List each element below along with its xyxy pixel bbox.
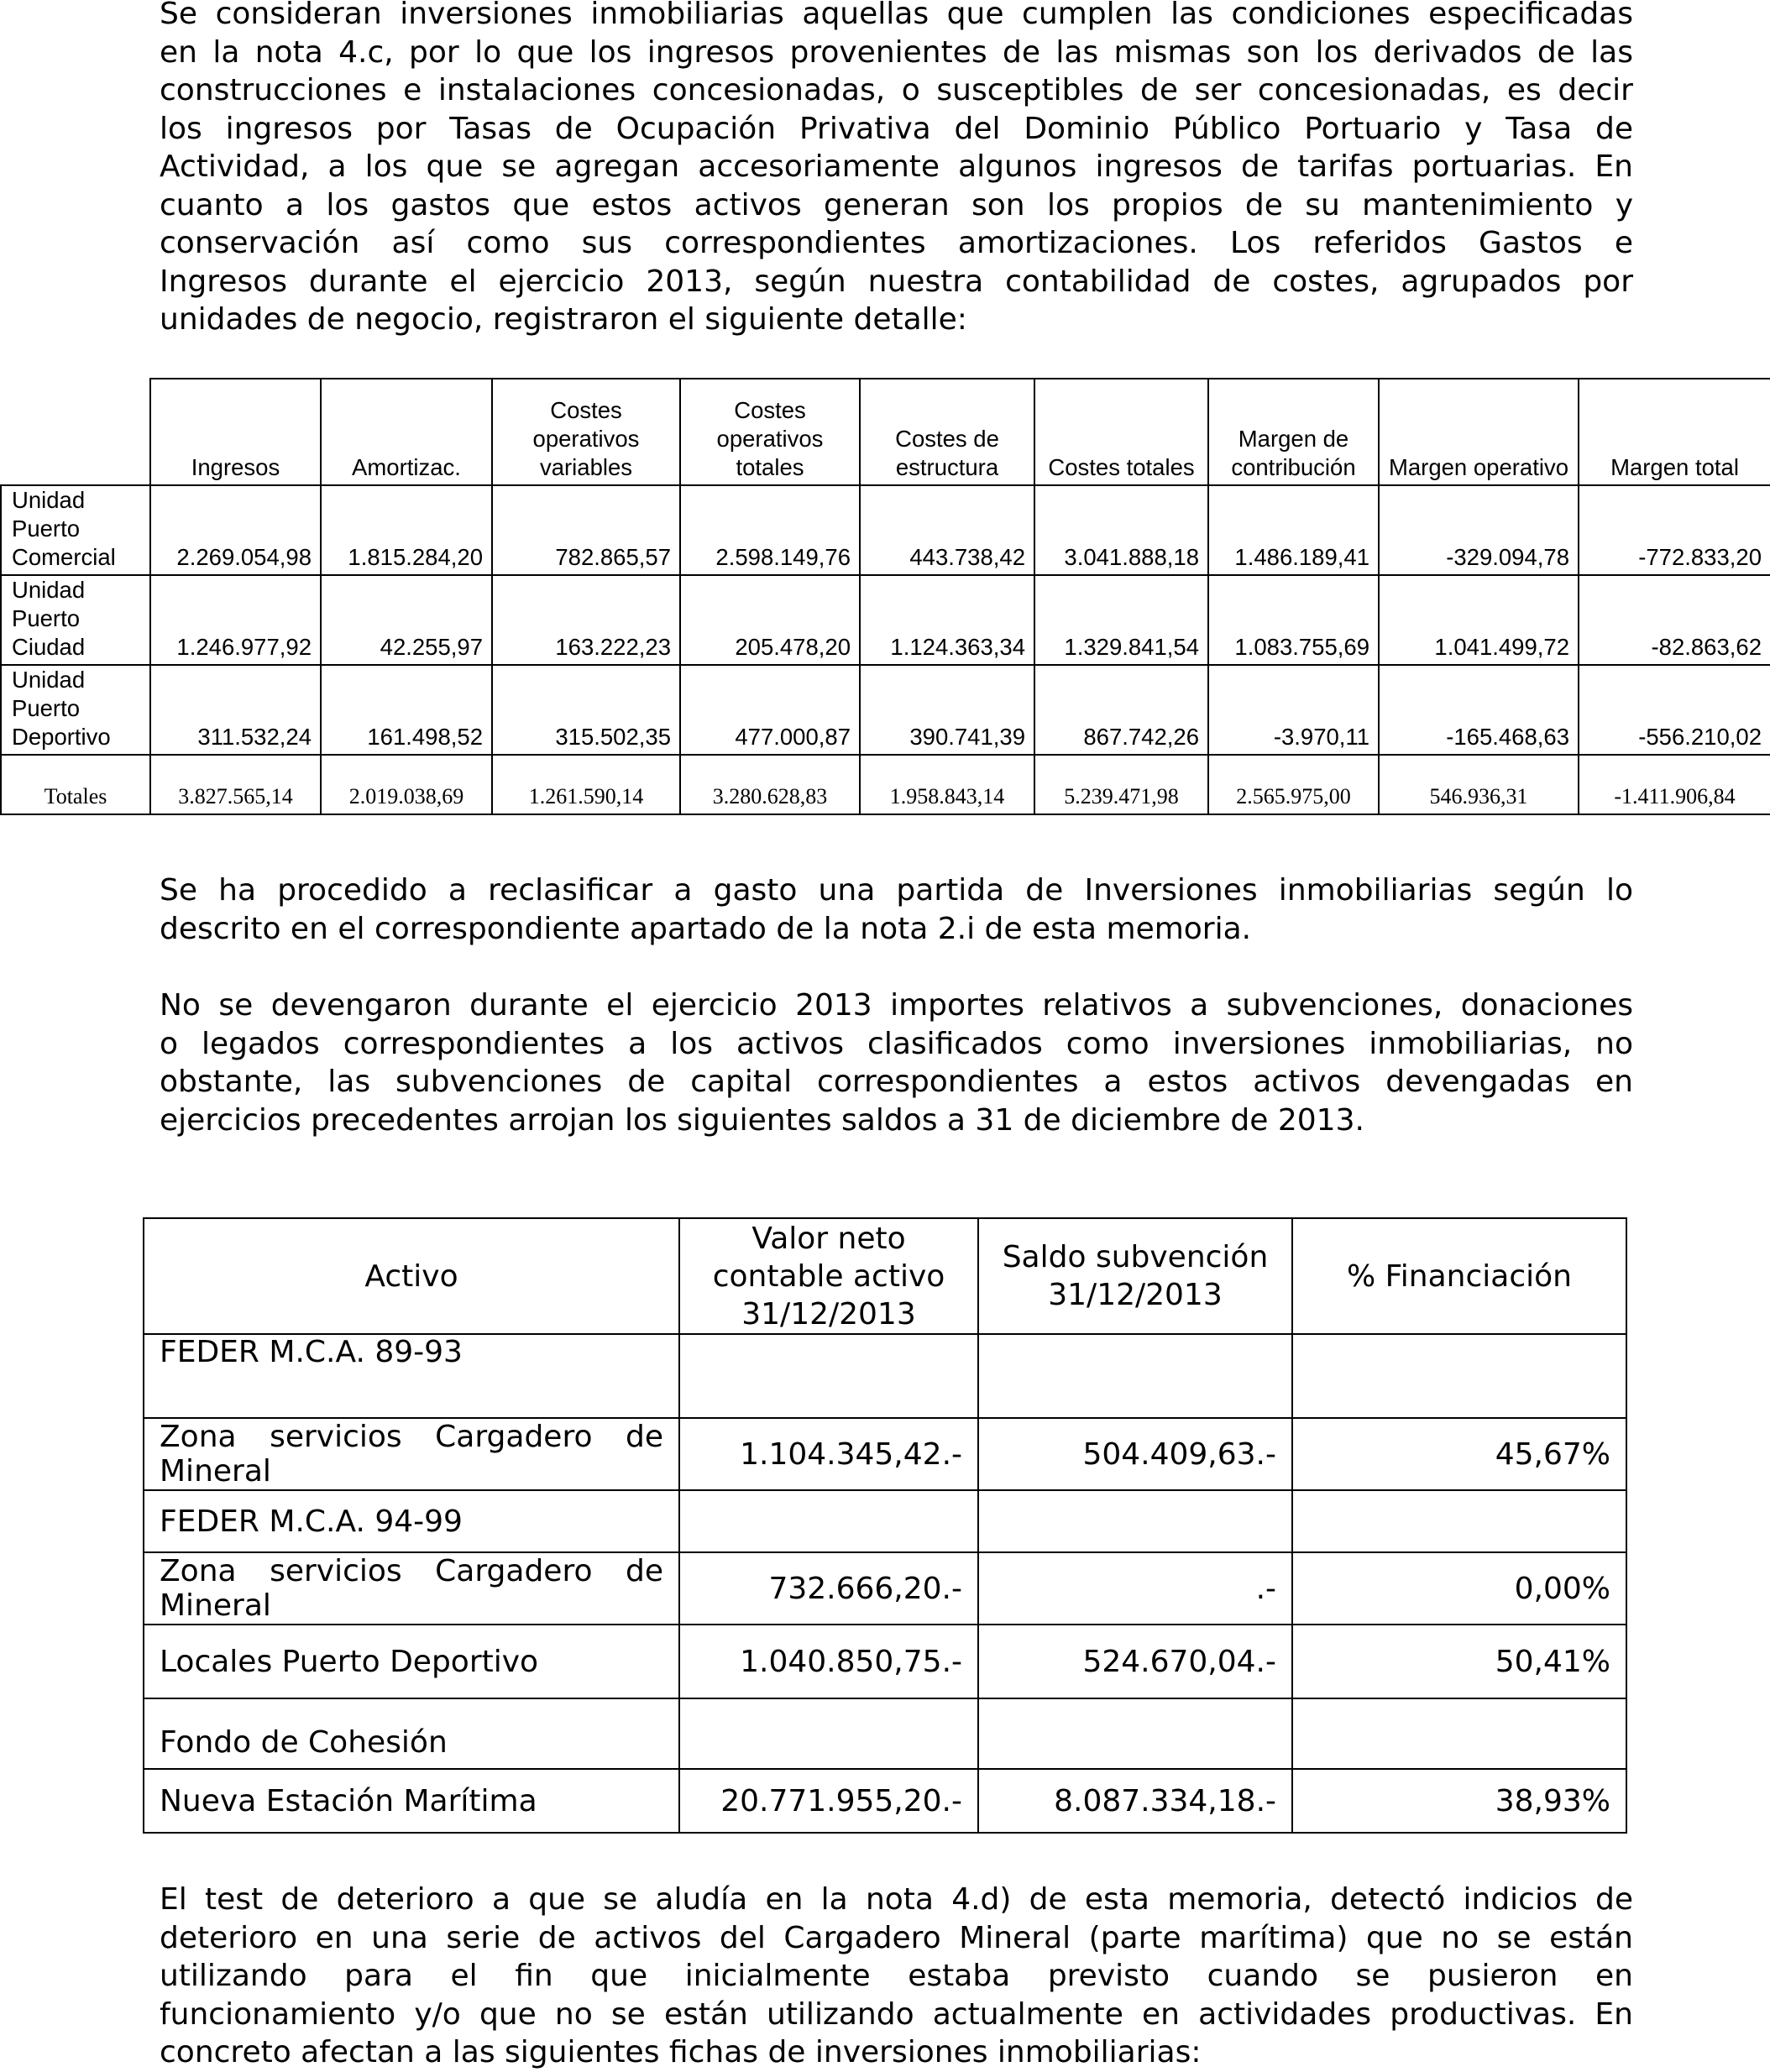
column-header: Margen operativo <box>1379 379 1579 485</box>
table-row <box>144 1334 1626 1418</box>
row-label-line: Mineral <box>160 1454 271 1489</box>
table-row <box>144 1490 1626 1552</box>
text-line: Se consideran inversiones inmobiliarias aquellas que cumplen las condiciones especificadas <box>160 0 1633 31</box>
cell: 546.936,31 <box>1379 755 1579 814</box>
cell: 205.478,20 <box>680 575 860 665</box>
row-label: Unidad Puerto Comercial <box>1 485 150 575</box>
cell: 2.598.149,76 <box>680 485 860 575</box>
row-label-line: Mineral <box>160 1588 271 1623</box>
text-line: Ingresos durante el ejercicio 2013, según nuestra contabilidad de costes, agrupados por <box>160 264 1633 299</box>
cell: -3.970,11 <box>1208 665 1379 755</box>
cell <box>679 1698 978 1769</box>
text-line: No se devengaron durante el ejercicio 2013 importes relativos a subvenciones, donaciones <box>160 988 1633 1023</box>
column-header: % Financiación <box>1292 1218 1626 1334</box>
cell: 1.040.850,75.- <box>679 1625 978 1698</box>
row-label: Nueva Estación Marítima <box>144 1769 679 1833</box>
totals-row <box>1 755 1770 814</box>
text-line: concreto afectan a las siguientes fichas de inversiones inmobiliarias: <box>160 2035 1202 2069</box>
cell: 1.041.499,72 <box>1379 575 1579 665</box>
cell: 2.269.054,98 <box>150 485 321 575</box>
column-header: Margen total <box>1579 379 1770 485</box>
text-line: descrito en el correspondiente apartado de la nota 2.i de esta memoria. <box>160 911 1252 946</box>
column-header: Costes operativos totales <box>680 379 860 485</box>
cell: -556.210,02 <box>1579 665 1770 755</box>
text-line: deterioro en una serie de activos del Cargadero Mineral (parte marítima) que no se están <box>160 1920 1633 1955</box>
cell: 3.041.888,18 <box>1034 485 1208 575</box>
cell <box>978 1490 1292 1552</box>
table-row <box>144 1418 1626 1490</box>
cell: 3.827.565,14 <box>150 755 321 814</box>
cell: .- <box>978 1552 1292 1625</box>
column-header: Amortizac. <box>321 379 492 485</box>
cell: 1.815.284,20 <box>321 485 492 575</box>
cell: 2.019.038,69 <box>321 755 492 814</box>
cell: 8.087.334,18.- <box>978 1769 1292 1833</box>
text-line: cuanto a los gastos que estos activos generan son los propios de su mantenimiento y <box>160 187 1633 222</box>
subsidy-table <box>143 1217 1627 1834</box>
cell: 524.670,04.- <box>978 1625 1292 1698</box>
cell: 42.255,97 <box>321 575 492 665</box>
row-label <box>144 1552 679 1625</box>
subsidy-table-header-row <box>144 1218 1626 1334</box>
cell: 1.261.590,14 <box>492 755 680 814</box>
table-row <box>1 575 1770 665</box>
cell: -82.863,62 <box>1579 575 1770 665</box>
cell: 45,67% <box>1292 1418 1626 1490</box>
text-line: en la nota 4.c, por lo que los ingresos provenientes de las mismas son los derivados de las <box>160 34 1633 70</box>
text-line: construcciones e instalaciones concesionadas, o susceptibles de ser concesionadas, es decir <box>160 73 1633 107</box>
text-line: Actividad, a los que se agregan accesoriamente algunos ingresos de tarifas portuarias. En <box>160 149 1633 184</box>
table-row <box>144 1625 1626 1698</box>
corner-cell <box>1 379 150 485</box>
cell: 1.329.841,54 <box>1034 575 1208 665</box>
cell: 1.124.363,34 <box>860 575 1034 665</box>
cell: 2.565.975,00 <box>1208 755 1379 814</box>
column-header: Costes de estructura <box>860 379 1034 485</box>
column-header: Activo <box>144 1218 679 1334</box>
cell <box>1292 1490 1626 1552</box>
column-header: Costes totales <box>1034 379 1208 485</box>
totals-label: Totales <box>1 755 150 814</box>
cost-table-header-row <box>1 379 1770 485</box>
cell: 38,93% <box>1292 1769 1626 1833</box>
cell: 50,41% <box>1292 1625 1626 1698</box>
cell: 1.246.977,92 <box>150 575 321 665</box>
text-line: ejercicios precedentes arrojan los siguientes saldos a 31 de diciembre de 2013. <box>160 1102 1364 1138</box>
text-line: El test de deterioro a que se aludía en la nota 4.d) de esta memoria, detectó indicios de <box>160 1882 1633 1917</box>
cell: 3.280.628,83 <box>680 755 860 814</box>
row-label <box>144 1418 679 1490</box>
text-line: unidades de negocio, registraron el siguiente detalle: <box>160 302 967 337</box>
cell: 1.083.755,69 <box>1208 575 1379 665</box>
row-label: Unidad Puerto Ciudad <box>1 575 150 665</box>
cell: 20.771.955,20.- <box>679 1769 978 1833</box>
row-label: Locales Puerto Deportivo <box>144 1625 679 1698</box>
cell: 1.486.189,41 <box>1208 485 1379 575</box>
text-line: o legados correspondientes a los activos clasificados como inversiones inmobiliarias, no <box>160 1026 1633 1061</box>
cell: 1.958.843,14 <box>860 755 1034 814</box>
row-label: Unidad Puerto Deportivo <box>1 665 150 755</box>
column-header: Valor neto contable activo 31/12/2013 <box>679 1218 978 1334</box>
text-line: los ingresos por Tasas de Ocupación Privativa del Dominio Público Portuario y Tasa de <box>160 111 1633 146</box>
cell: 1.104.345,42.- <box>679 1418 978 1490</box>
reclassification-paragraph <box>160 871 1633 948</box>
cell: 867.742,26 <box>1034 665 1208 755</box>
table-row <box>144 1769 1626 1833</box>
cell: 315.502,35 <box>492 665 680 755</box>
impairment-paragraph <box>160 1881 1633 2072</box>
cell: 0,00% <box>1292 1552 1626 1625</box>
cell: 163.222,23 <box>492 575 680 665</box>
text-line: utilizando para el fin que inicialmente estaba previsto cuando se pusieron en <box>160 1959 1633 1993</box>
column-header: Margen de contribución <box>1208 379 1379 485</box>
text-line: Se ha procedido a reclasificar a gasto una partida de Inversiones inmobiliarias según lo <box>160 873 1633 908</box>
text-line: conservación así como sus correspondientes amortizaciones. Los referidos Gastos e <box>160 226 1633 260</box>
cell: -329.094,78 <box>1379 485 1579 575</box>
column-header: Costes operativos variables <box>492 379 680 485</box>
row-label: FEDER M.C.A. 89-93 <box>144 1334 679 1418</box>
cell: 390.741,39 <box>860 665 1034 755</box>
row-label: Fondo de Cohesión <box>144 1698 679 1769</box>
row-label-line: Zona servicios Cargadero de <box>160 1420 663 1454</box>
cell <box>679 1334 978 1418</box>
cell <box>679 1490 978 1552</box>
row-label-line: Zona servicios Cargadero de <box>160 1554 663 1588</box>
cell: 504.409,63.- <box>978 1418 1292 1490</box>
cost-table <box>0 378 1770 815</box>
cell: 311.532,24 <box>150 665 321 755</box>
column-header: Ingresos <box>150 379 321 485</box>
column-header: Saldo subvención 31/12/2013 <box>978 1218 1292 1334</box>
cell: 732.666,20.- <box>679 1552 978 1625</box>
cell: -165.468,63 <box>1379 665 1579 755</box>
cell <box>978 1698 1292 1769</box>
table-row <box>144 1552 1626 1625</box>
row-label: FEDER M.C.A. 94-99 <box>144 1490 679 1552</box>
cell: 161.498,52 <box>321 665 492 755</box>
cell <box>978 1334 1292 1418</box>
cell: 477.000,87 <box>680 665 860 755</box>
cell: -772.833,20 <box>1579 485 1770 575</box>
subsidies-paragraph <box>160 986 1633 1139</box>
cell: 782.865,57 <box>492 485 680 575</box>
cell: -1.411.906,84 <box>1579 755 1770 814</box>
cell <box>1292 1698 1626 1769</box>
table-row <box>1 665 1770 755</box>
cell <box>1292 1334 1626 1418</box>
cell: 5.239.471,98 <box>1034 755 1208 814</box>
text-line: funcionamiento y/o que no se están utilizando actualmente en actividades productivas. En <box>160 1996 1633 2032</box>
table-row <box>1 485 1770 575</box>
table-row <box>144 1698 1626 1769</box>
cell: 443.738,42 <box>860 485 1034 575</box>
intro-paragraph <box>160 0 1633 339</box>
text-line: obstante, las subvenciones de capital correspondientes a estos activos devengadas en <box>160 1065 1633 1099</box>
